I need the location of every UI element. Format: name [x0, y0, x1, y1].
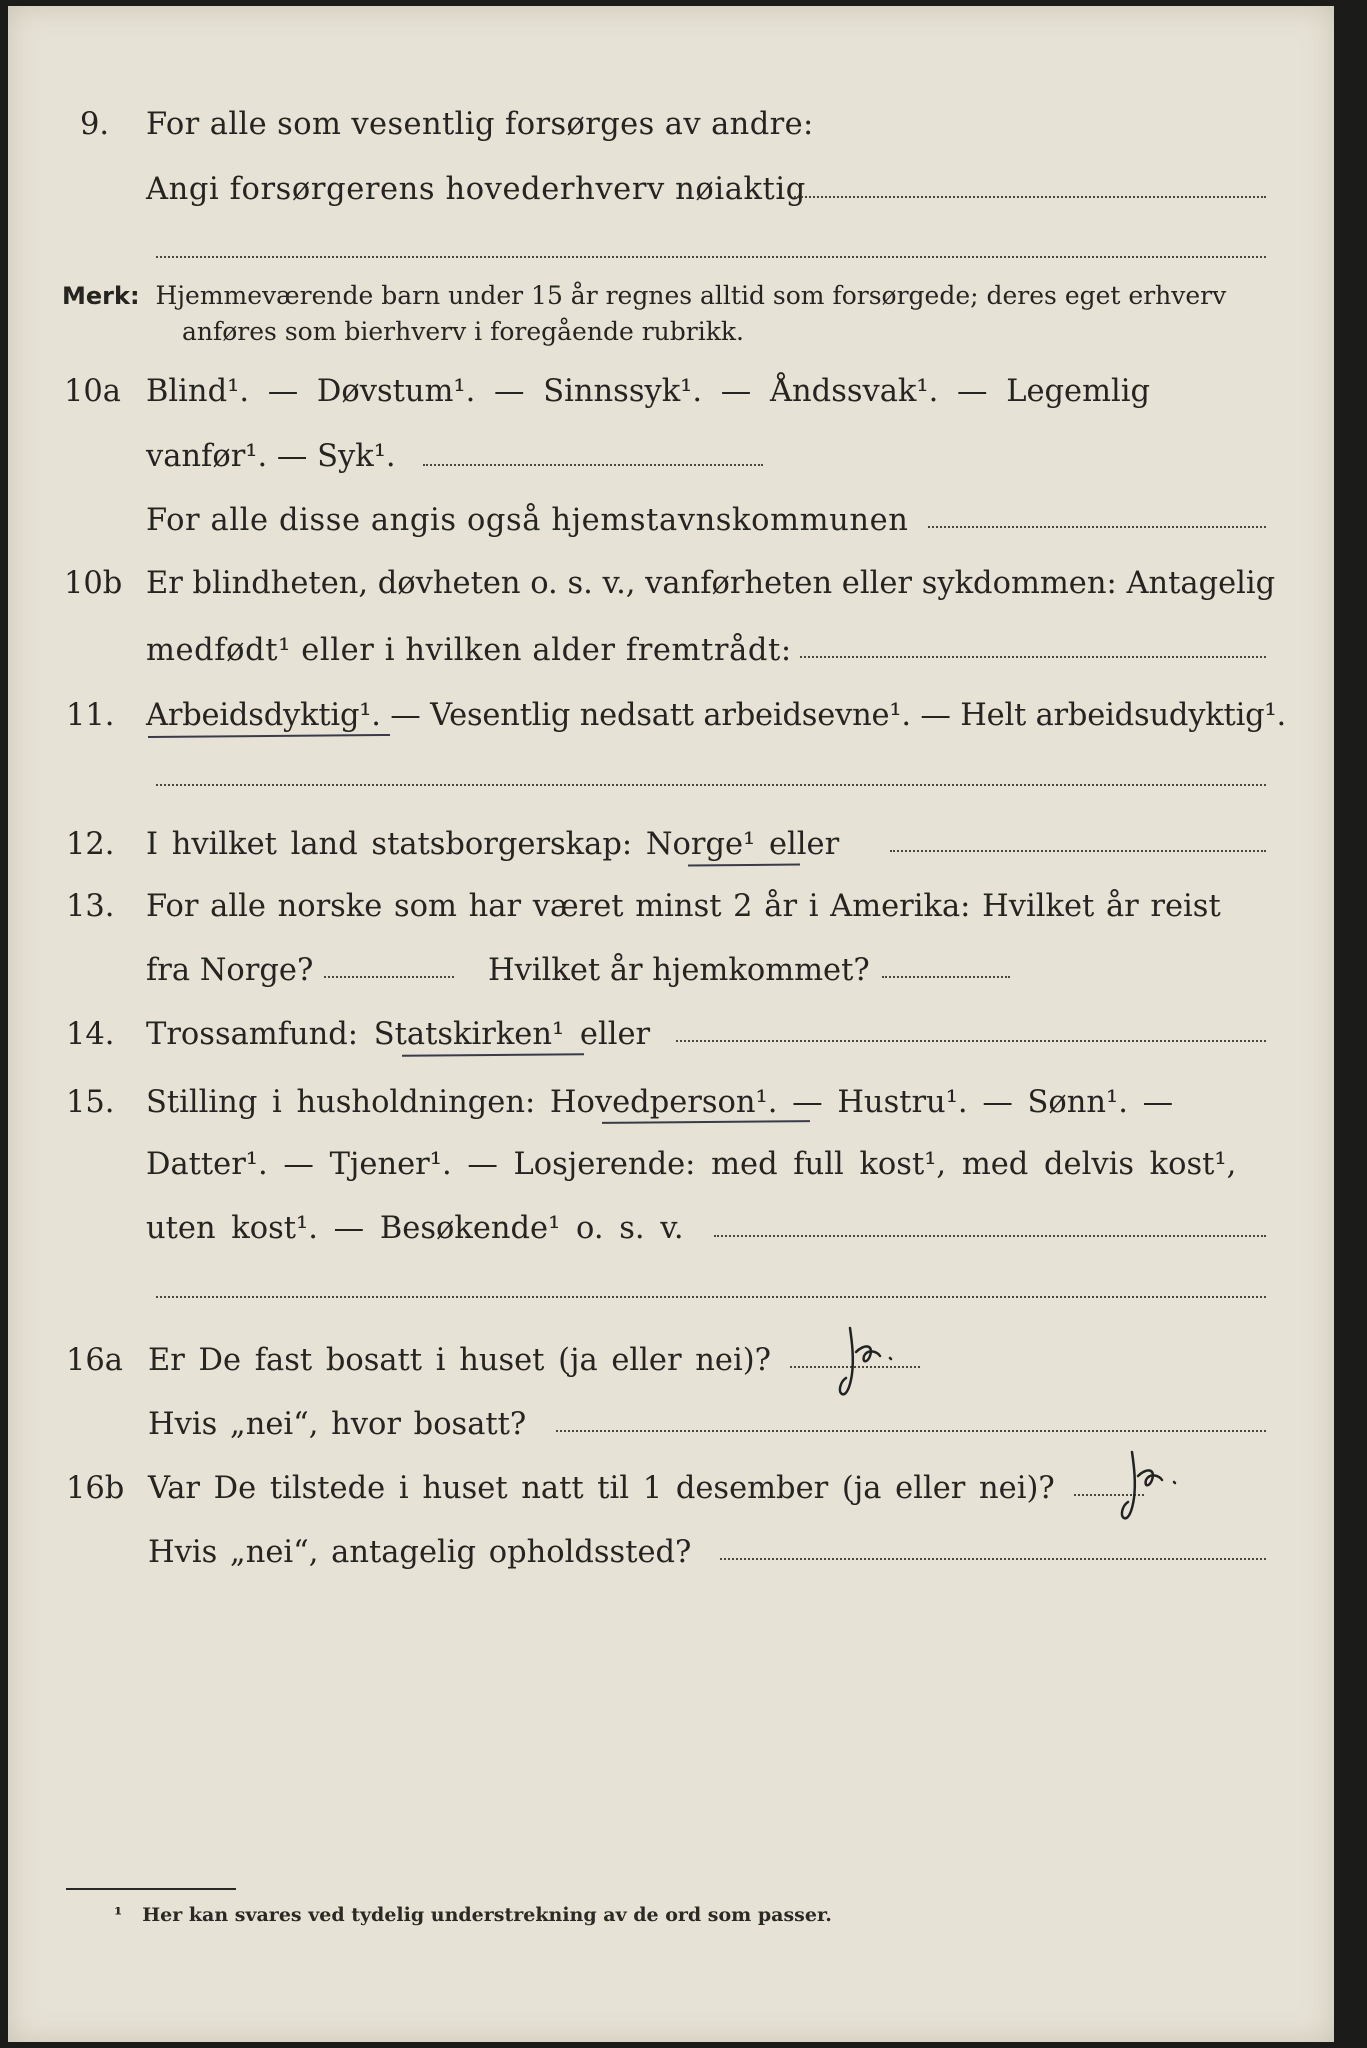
q11-text: Arbeidsdyktig¹. — Vesentlig nedsatt arbeidsevne¹. — Helt arbeidsudyktig¹.	[146, 698, 1286, 733]
q13-reist-line	[324, 976, 454, 978]
q12-number: 12.	[66, 827, 115, 862]
merk-label: Merk:	[62, 282, 140, 310]
footnote	[114, 1904, 832, 1926]
q16b-opholdssted-line	[720, 1558, 1266, 1560]
q9-text-line2: Angi forsørgerens hovederhverv nøiaktig	[146, 172, 806, 207]
q15-underline-hovedperson	[602, 1120, 810, 1124]
q10b-answer-line	[800, 656, 1266, 658]
q9-answer-line	[794, 196, 1266, 198]
q9-number: 9.	[80, 107, 110, 142]
q14-underline-statskirken	[402, 1053, 584, 1057]
q16a-handwritten-answer	[834, 1322, 924, 1412]
q15-text-line3: uten kost¹. — Besøkende¹ o. s. v.	[146, 1211, 684, 1246]
q11-underline-arbeidsdyktig	[148, 734, 390, 738]
merk-line2: anføres som bierhverv i foregående rubrikk.	[182, 317, 744, 347]
q16a-text-line1: Er De fast bosatt i huset (ja eller nei)?	[148, 1343, 771, 1378]
merk-line1: Hjemmeværende barn under 15 år regnes alltid som forsørgede; deres eget erhverv	[155, 281, 1227, 310]
q16b-handwritten-answer	[1116, 1444, 1206, 1534]
q15-text-line1: Stilling i husholdningen: Hovedperson¹. — Hustru¹. — Sønn¹. —	[146, 1085, 1174, 1120]
q10a-hjemstavn-line	[928, 526, 1266, 528]
q16a-number: 16a	[66, 1343, 123, 1378]
q10a-answer-line	[423, 464, 763, 466]
q14-number: 14.	[66, 1017, 115, 1052]
q9-answer-line-2	[156, 256, 1266, 258]
q15-answer-line	[714, 1235, 1266, 1237]
q13-hjemkommet-line	[882, 976, 1010, 978]
q12-text: I hvilket land statsborgerskap: Norge¹ eller	[146, 827, 840, 862]
merk-note	[62, 278, 1226, 351]
q10a-number: 10a	[64, 374, 121, 409]
q15-text-line2: Datter¹. — Tjener¹. — Losjerende: med full kost¹, med delvis kost¹,	[146, 1147, 1237, 1182]
footnote-mark: ¹	[114, 1904, 123, 1926]
q10b-text-line2: medfødt¹ eller i hvilken alder fremtrådt:	[146, 633, 792, 668]
q10a-text-line3: For alle disse angis også hjemstavnskommunen	[146, 503, 909, 538]
q14-text: Trossamfund: Statskirken¹ eller	[146, 1017, 651, 1052]
q12-answer-line	[890, 850, 1266, 852]
footnote-text: Her kan svares ved tydelig understrekning av de ord som passer.	[142, 1904, 832, 1926]
q13-text-line2a: fra Norge?	[146, 953, 314, 988]
q13-text-line2b: Hvilket år hjemkommet?	[488, 953, 870, 988]
q9-text-line1: For alle som vesentlig forsørges av andre:	[146, 107, 814, 142]
q16a-text-line2: Hvis „nei“, hvor bosatt?	[148, 1407, 527, 1442]
q16b-number: 16b	[66, 1471, 125, 1506]
q14-answer-line	[676, 1040, 1266, 1042]
q11-answer-line	[156, 784, 1266, 786]
q12-underline-norge	[688, 864, 800, 867]
q15-answer-line-2	[156, 1296, 1266, 1298]
q13-text-line1: For alle norske som har været minst 2 år i Amerika: Hvilket år reist	[146, 889, 1221, 924]
q10b-text-line1: Er blindheten, døvheten o. s. v., vanførheten eller sykdommen: Antagelig	[146, 566, 1276, 601]
q16a-bosatt-line	[556, 1430, 1266, 1432]
q16b-text-line1: Var De tilstede i huset natt til 1 desember (ja eller nei)?	[148, 1471, 1055, 1506]
q10a-text-line1: Blind¹. — Døvstum¹. — Sinnssyk¹. — Åndssvak¹. — Legemlig	[146, 374, 1151, 409]
q11-number: 11.	[66, 698, 115, 733]
q15-number: 15.	[66, 1085, 115, 1120]
q10b-number: 10b	[64, 566, 123, 601]
q13-number: 13.	[66, 889, 115, 924]
q16b-text-line2: Hvis „nei“, antagelig opholdssted?	[148, 1535, 692, 1570]
q10a-text-line2: vanfør¹. — Syk¹.	[146, 439, 396, 474]
footnote-rule	[66, 1888, 236, 1890]
census-form-sheet	[8, 6, 1334, 2042]
